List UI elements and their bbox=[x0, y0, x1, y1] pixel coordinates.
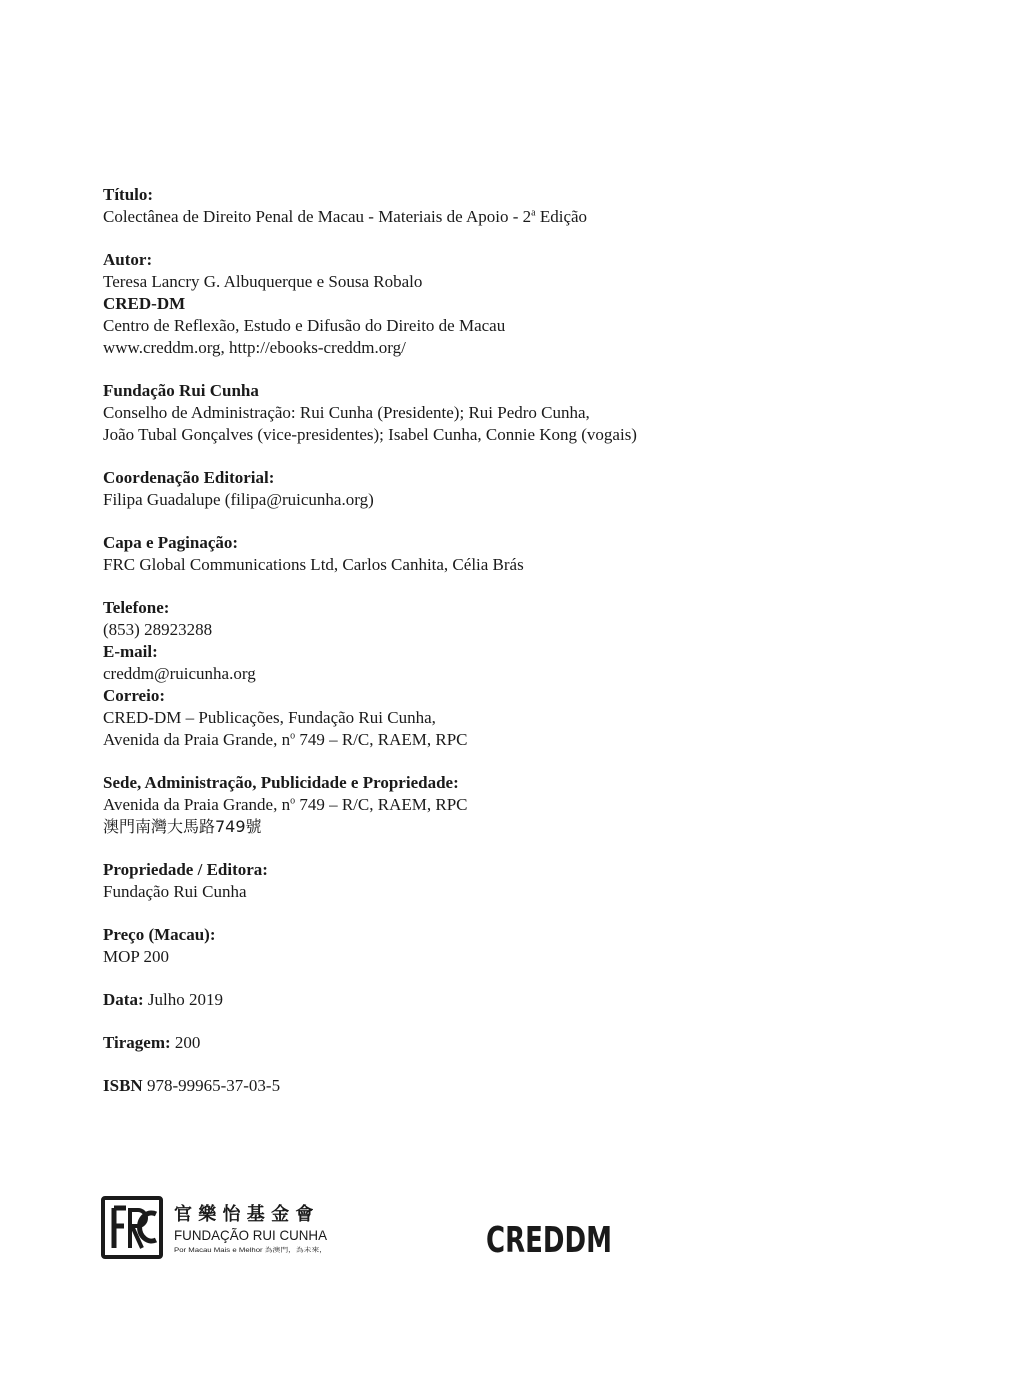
isbn-section bbox=[103, 1075, 923, 1097]
headquarters-address: Avenida da Praia Grande, $n^o$ 749 – R/C, RAEM, RPC bbox=[103, 795, 468, 814]
print-run-section bbox=[103, 1032, 923, 1054]
headquarters-address-chinese: 澳門南灣大馬路749號 bbox=[103, 817, 262, 836]
board-line-2: João Tubal Gonçalves (vice-presidentes); Isabel Cunha, Connie Kong (vogais) bbox=[103, 425, 637, 444]
author-label: Autor: bbox=[103, 250, 153, 269]
foundation-section bbox=[103, 380, 923, 446]
email-label: E-mail: bbox=[103, 642, 158, 661]
org-full-name: Centro de Reflexão, Estudo e Difusão do Direito de Macau bbox=[103, 316, 506, 335]
org-urls: www.creddm.org, http://ebooks-creddm.org/ bbox=[103, 338, 406, 357]
headquarters-label: Sede, Administração, Publicidade e Propriedade: bbox=[103, 773, 459, 792]
date-section bbox=[103, 989, 923, 1011]
price-value: MOP 200 bbox=[103, 947, 169, 966]
contacts-section bbox=[103, 597, 923, 751]
editorial-section bbox=[103, 467, 923, 511]
date-label: Data: bbox=[103, 990, 144, 1009]
cover-value: FRC Global Communications Ltd, Carlos Canhita, Célia Brás bbox=[103, 555, 524, 574]
foundation-label: Fundação Rui Cunha bbox=[103, 381, 259, 400]
creddm-logo bbox=[486, 1218, 616, 1261]
editorial-value: Filipa Guadalupe (filipa@ruicunha.org) bbox=[103, 490, 374, 509]
cover-section bbox=[103, 532, 923, 576]
print-run-value: 200 bbox=[170, 1033, 201, 1052]
frc-portuguese-name: FUNDAÇÃO RUI CUNHA bbox=[174, 1227, 328, 1243]
email-value: creddm@ruicunha.org bbox=[103, 664, 256, 683]
creddm-wordmark: CREDDM bbox=[486, 1220, 612, 1261]
date-line bbox=[103, 989, 923, 1011]
fundacao-rui-cunha-logo bbox=[102, 1196, 332, 1260]
title-section bbox=[103, 184, 923, 228]
isbn-line bbox=[103, 1075, 923, 1097]
price-section bbox=[103, 924, 923, 968]
isbn-label: ISBN bbox=[103, 1076, 143, 1095]
phone-value: (853) 28923288 bbox=[103, 620, 213, 639]
print-run-line bbox=[103, 1032, 923, 1054]
org-acronym: CRED-DM bbox=[103, 294, 186, 313]
isbn-value: 978-99965-37-03-5 bbox=[142, 1076, 281, 1095]
author-section bbox=[103, 249, 923, 359]
cover-label: Capa e Paginação: bbox=[103, 533, 239, 552]
frc-chinese-name: 官 樂 怡 基 金 會 bbox=[174, 1204, 314, 1225]
mail-line-2: Avenida da Praia Grande, $n^o$ 749 – R/C, RAEM, RPC bbox=[103, 730, 468, 749]
publisher-value: Fundação Rui Cunha bbox=[103, 882, 247, 901]
title-value: Colectânea de Direito Penal de Macau - Materiais de Apoio - 2$^a$ Edição bbox=[103, 207, 588, 226]
headquarters-section bbox=[103, 772, 923, 838]
phone-label: Telefone: bbox=[103, 598, 170, 617]
price-label: Preço (Macau): bbox=[103, 925, 216, 944]
mail-line-1: CRED-DM – Publicações, Fundação Rui Cunha, bbox=[103, 708, 436, 727]
board-line-1: Conselho de Administração: Rui Cunha (Presidente); Rui Pedro Cunha, bbox=[103, 403, 590, 422]
mail-label: Correio: bbox=[103, 686, 165, 705]
date-value: Julho 2019 bbox=[143, 990, 223, 1009]
editorial-label: Coordenação Editorial: bbox=[103, 468, 275, 487]
publisher-label: Propriedade / Editora: bbox=[103, 860, 268, 879]
logos-row bbox=[102, 1196, 662, 1260]
print-run-label: Tiragem: bbox=[103, 1033, 171, 1052]
author-name: Teresa Lancry G. Albuquerque e Sousa Robalo bbox=[103, 272, 423, 291]
title-label: Título: bbox=[103, 185, 154, 204]
publisher-section bbox=[103, 859, 923, 903]
colophon bbox=[103, 184, 923, 1118]
frc-tagline: Por Macau Mais e Melhor 為澳門，為未來， bbox=[174, 1248, 293, 1254]
